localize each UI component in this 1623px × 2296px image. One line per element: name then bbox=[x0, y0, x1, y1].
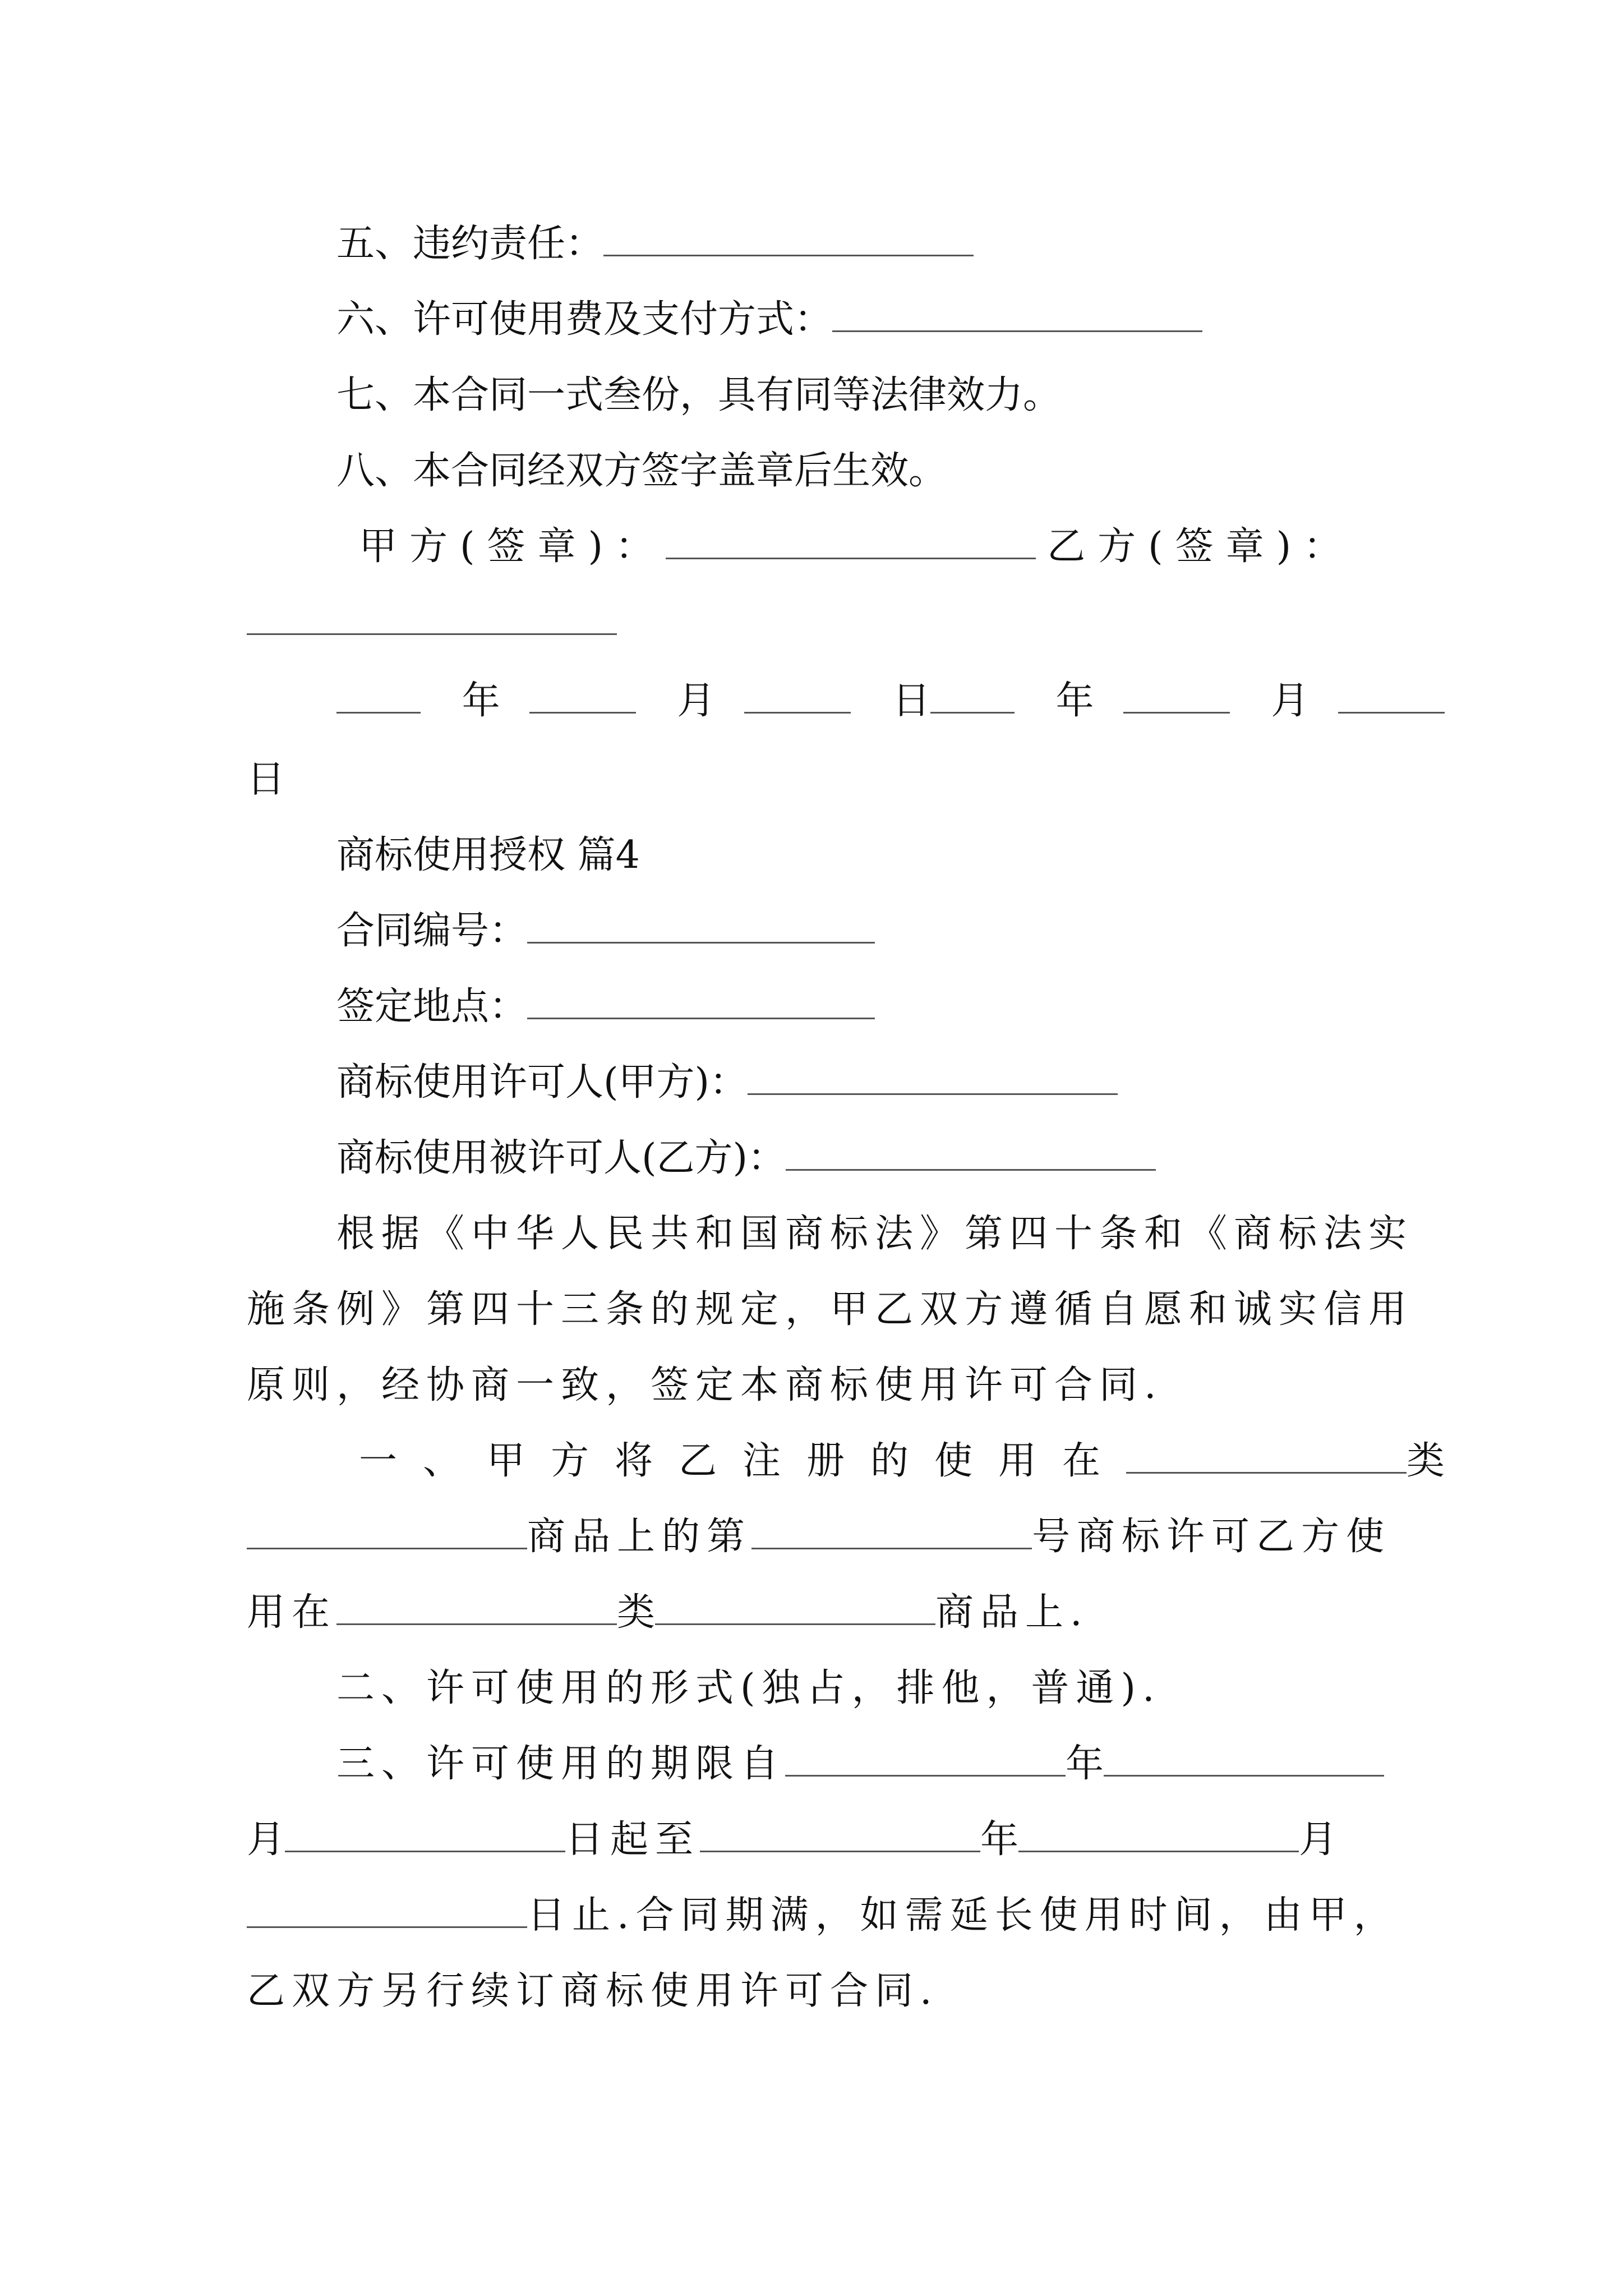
month-label: 月 bbox=[247, 1818, 285, 1862]
party-a-signature-field[interactable] bbox=[666, 521, 1036, 559]
month-label-2: 月 bbox=[1271, 679, 1310, 723]
end-year-field[interactable] bbox=[700, 1814, 980, 1852]
month-label: 月 bbox=[677, 679, 716, 723]
clause-1-continuation bbox=[247, 1509, 1391, 1565]
clause-5-line bbox=[336, 216, 974, 272]
day-label-2: 日 bbox=[247, 757, 285, 802]
section-title bbox=[336, 827, 640, 884]
licensee-field[interactable] bbox=[786, 1132, 1156, 1171]
end-month-field[interactable] bbox=[1018, 1814, 1299, 1852]
year-label: 年 bbox=[980, 1818, 1019, 1862]
day-field-2[interactable] bbox=[1338, 675, 1445, 714]
paragraph-line bbox=[247, 1358, 1163, 1414]
contract-number-field[interactable] bbox=[527, 905, 875, 944]
licensor-field[interactable] bbox=[748, 1056, 1118, 1095]
use-goods-field[interactable] bbox=[655, 1586, 935, 1625]
class-label: 类 bbox=[1407, 1439, 1445, 1483]
signature-continuation-line bbox=[247, 595, 617, 651]
clause-3-continuation bbox=[247, 1963, 939, 2019]
licensor-line bbox=[336, 1055, 1118, 1111]
goods-field[interactable] bbox=[247, 1511, 527, 1549]
paragraph-text: 根据《中华人民共和国商标法》第四十条和《商标法实 bbox=[336, 1212, 1414, 1256]
clause-5-label: 五、违约责任： bbox=[336, 222, 604, 266]
clause-3-continuation bbox=[247, 1888, 1399, 1944]
year-field-2[interactable] bbox=[930, 675, 1015, 714]
clause-6-label: 六、许可使用费及支付方式： bbox=[336, 297, 833, 342]
clause-3-text: 日起至 bbox=[565, 1818, 700, 1862]
contract-number-label: 合同编号： bbox=[336, 909, 528, 953]
class-label: 类 bbox=[617, 1590, 656, 1635]
start-month-field[interactable] bbox=[1104, 1738, 1384, 1777]
day-label: 日 bbox=[892, 679, 930, 723]
paragraph-line bbox=[336, 1206, 1413, 1262]
date-continuation-line bbox=[247, 752, 285, 808]
signing-place-label: 签定地点： bbox=[336, 984, 528, 1029]
clause-3-line bbox=[336, 1736, 1384, 1792]
blank-field[interactable] bbox=[832, 293, 1202, 332]
clause-3-text: 三、许可使用的期限自 bbox=[336, 1742, 786, 1786]
party-a-signature-label: 甲方(签章)： bbox=[359, 524, 666, 569]
date-line bbox=[336, 673, 1445, 729]
clause-1-text: 商品上的第 bbox=[527, 1515, 752, 1559]
party-b-signature-field[interactable] bbox=[247, 596, 617, 635]
clause-1-text: 用在 bbox=[247, 1590, 337, 1635]
class-field[interactable] bbox=[1126, 1435, 1407, 1474]
contract-number-line bbox=[336, 903, 875, 959]
year-label-2: 年 bbox=[1055, 679, 1094, 723]
month-field-2[interactable] bbox=[1123, 675, 1230, 714]
clause-1-continuation bbox=[247, 1585, 1089, 1641]
clause-1-text: 号商标许可乙方使 bbox=[1032, 1515, 1391, 1559]
end-day-field[interactable] bbox=[247, 1889, 527, 1928]
signing-place-field[interactable] bbox=[527, 981, 875, 1019]
paragraph-text: 原则，经协商一致，签定本商标使用许可合同. bbox=[247, 1363, 1163, 1407]
section-title-text: 商标使用授权 篇4 bbox=[336, 833, 640, 877]
signing-place-line bbox=[336, 979, 875, 1035]
year-label: 年 bbox=[462, 679, 500, 723]
licensee-label: 商标使用被许可人(乙方)： bbox=[336, 1136, 786, 1180]
clause-3-text: 日止.合同期满，如需延长使用时间，由甲， bbox=[527, 1893, 1399, 1938]
clause-1-text: 商品上. bbox=[935, 1590, 1089, 1635]
clause-3-text: 乙双方另行续订商标使用许可合同. bbox=[247, 1969, 939, 2013]
paragraph-text: 施条例》第四十三条的规定，甲乙双方遵循自愿和诚实信用 bbox=[247, 1287, 1414, 1332]
month-field[interactable] bbox=[529, 675, 636, 714]
clause-7-text: 七、本合同一式叁份，具有同等法律效力。 bbox=[336, 373, 1062, 417]
party-b-signature-label: 乙方(签章)： bbox=[1047, 524, 1354, 569]
trademark-number-field[interactable] bbox=[751, 1511, 1032, 1549]
licensee-line bbox=[336, 1130, 1156, 1186]
day-field[interactable] bbox=[744, 675, 851, 714]
clause-1-line bbox=[359, 1433, 1445, 1489]
month-label: 月 bbox=[1299, 1818, 1338, 1862]
clause-2-text: 二、许可使用的形式(独占，排他，普通). bbox=[336, 1666, 1161, 1710]
signature-line bbox=[359, 519, 1354, 575]
clause-7-line bbox=[336, 367, 1061, 424]
licensor-label: 商标使用许可人(甲方)： bbox=[336, 1060, 748, 1105]
start-day-field[interactable] bbox=[285, 1814, 565, 1852]
year-label: 年 bbox=[1066, 1742, 1104, 1786]
clause-8-text: 八、本合同经双方签字盖章后生效。 bbox=[336, 449, 947, 493]
year-field[interactable] bbox=[336, 675, 421, 714]
clause-3-continuation bbox=[247, 1812, 1337, 1868]
paragraph-line bbox=[247, 1282, 1413, 1338]
clause-8-line bbox=[336, 443, 947, 499]
clause-1-text: 一、甲方将乙注册的使用在 bbox=[359, 1439, 1127, 1483]
clause-6-line bbox=[336, 292, 1202, 348]
use-class-field[interactable] bbox=[336, 1586, 617, 1625]
blank-field[interactable] bbox=[603, 218, 974, 256]
clause-2-line bbox=[336, 1660, 1161, 1717]
start-year-field[interactable] bbox=[785, 1738, 1066, 1777]
